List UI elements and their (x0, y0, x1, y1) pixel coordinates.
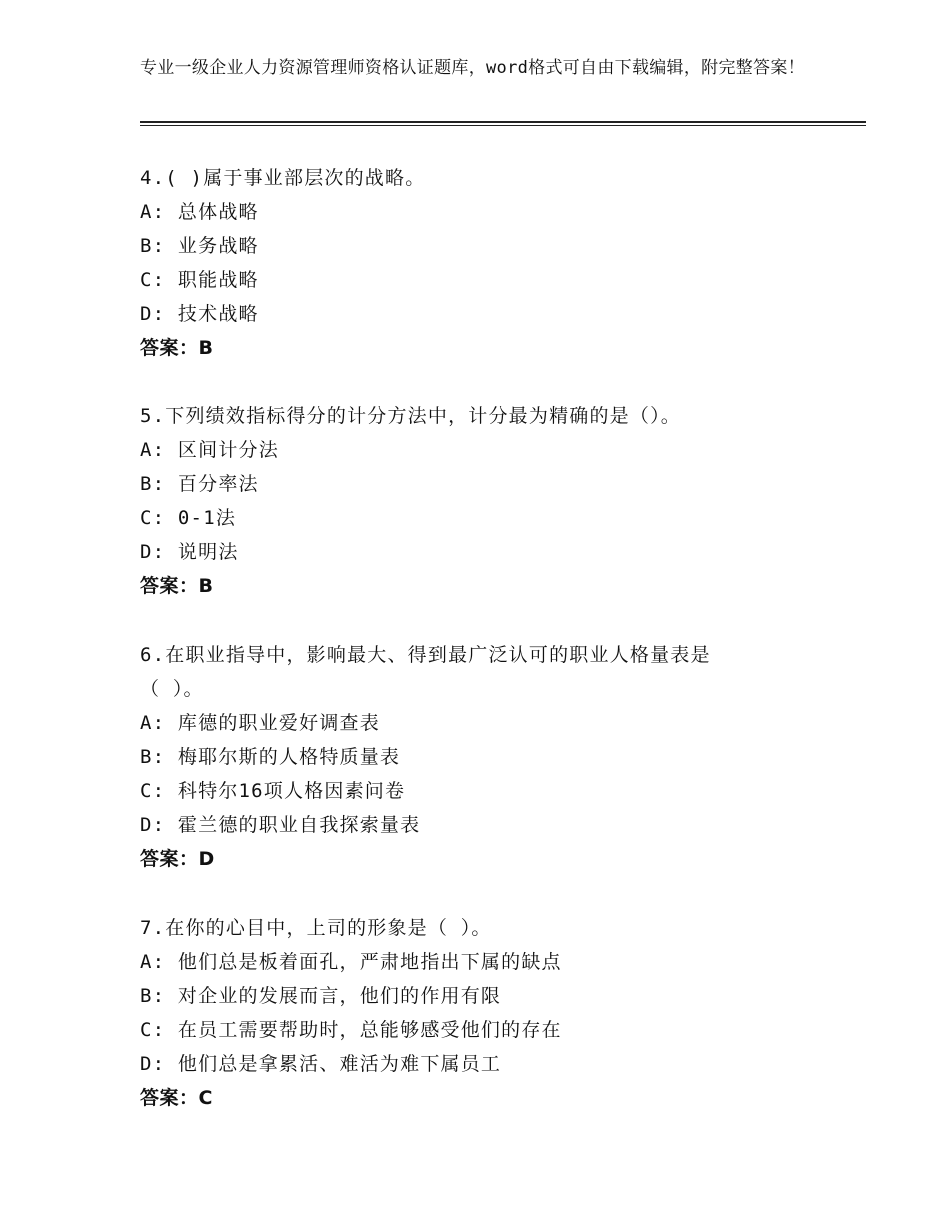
document-header: 专业一级企业人力资源管理师资格认证题库，word格式可自由下载编辑，附完整答案！ (140, 58, 805, 78)
question-7 (140, 911, 840, 1115)
question-5 (140, 399, 840, 603)
option-b: B: 百分率法 (140, 473, 259, 495)
question-4 (140, 161, 840, 365)
option-b: B: 业务战略 (140, 235, 259, 257)
question-stem: 4.( )属于事业部层次的战略。 (140, 167, 426, 189)
option-d: D: 技术战略 (140, 303, 259, 325)
option-a: A: 区间计分法 (140, 439, 279, 461)
option-c: C: 在员工需要帮助时，总能够感受他们的存在 (140, 1019, 562, 1041)
question-stem: 6.在职业指导中，影响最大、得到最广泛认可的职业人格量表是 (140, 644, 711, 666)
header-divider-thick (140, 121, 866, 123)
option-c: C: 科特尔16项人格因素问卷 (140, 780, 406, 802)
option-a: A: 他们总是板着面孔，严肃地指出下属的缺点 (140, 951, 562, 973)
option-b: B: 对企业的发展而言，他们的作用有限 (140, 985, 502, 1007)
option-d: D: 他们总是拿累活、难活为难下属员工 (140, 1053, 502, 1075)
option-c: C: 0-1法 (140, 507, 237, 529)
option-b: B: 梅耶尔斯的人格特质量表 (140, 746, 401, 768)
answer-label: 答案：C (140, 1087, 213, 1109)
option-a: A: 库德的职业爱好调查表 (140, 712, 380, 734)
question-6 (140, 638, 840, 876)
option-c: C: 职能战略 (140, 269, 259, 291)
question-stem: 5.下列绩效指标得分的计分方法中，计分最为精确的是（）。 (140, 405, 681, 427)
answer-label: 答案：B (140, 575, 214, 597)
answer-label: 答案：B (140, 337, 214, 359)
question-stem-continued: （ ）。 (140, 678, 204, 700)
option-d: D: 霍兰德的职业自我探索量表 (140, 814, 421, 836)
header-divider-thin (140, 125, 866, 126)
option-a: A: 总体战略 (140, 201, 259, 223)
option-d: D: 说明法 (140, 541, 239, 563)
question-stem: 7.在你的心目中，上司的形象是（ ）。 (140, 917, 492, 939)
answer-label: 答案：D (140, 848, 215, 870)
